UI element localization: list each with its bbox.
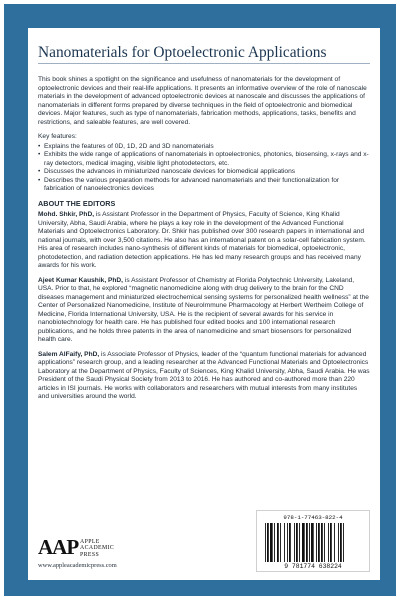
isbn-number: 978-1-77463-822-4	[283, 514, 343, 521]
title-divider	[38, 63, 370, 64]
feature-item: • Explains the features of 0D, 1D, 2D and 3D nanomaterials	[38, 143, 370, 152]
publisher-logo	[38, 536, 138, 558]
barcode-icon	[265, 523, 363, 563]
publisher-website: www.appleacademicpress.com	[38, 562, 117, 569]
publisher-name-line: PRESS	[80, 551, 100, 558]
editor-bio	[38, 351, 370, 402]
editor-bio	[38, 277, 370, 345]
aap-logo-mark: AAP	[38, 535, 79, 559]
cover-footer	[38, 504, 370, 574]
feature-item: • Exhibits the wide range of applications of nanomaterials in optoelectronics, photonics, biosensing, x-rays and x-ray detectors, medical imaging, visible light photodetectors, etc.	[38, 151, 370, 168]
isbn-barcode	[256, 510, 370, 572]
editor-bio-text: is Associate Professor of Physics, leader of the “quantum functional materials for advanced applications” research group, and a leading researcher at the Advanced Functional Materials and Optoelectronics Laboratory at the Department of Physics, Faculty of Sciences, King Khalid University, Abha, Saudi Arabia. He was President of the Saudi Physical Society from 2013 to 2016. He has authored and co-authored more than 220 articles in ISI journals. He works with collaborators and researchers with mutual interests from many institutes and universities around the world.	[38, 350, 370, 400]
editor-bio	[38, 211, 370, 271]
about-editors-heading: ABOUT THE EDITORS	[38, 198, 116, 208]
cover-panel	[28, 28, 380, 580]
key-features-list	[38, 143, 370, 194]
editor-name: Ajeet Kumar Kaushik, PhD,	[38, 276, 124, 284]
key-features-heading: Key features:	[38, 133, 77, 140]
isbn-barcode-digits: 9 781774 638224	[257, 562, 369, 570]
editor-bio-text: is Assistant Professor in the Department of Physics, Faculty of Science, King Khalid University, Abha, Saudi Arabia, where he plays a key role in the development of the Advanced Functional Materials and Optoelectronics Laboratory. Dr. Shkir has published over 300 research papers in international and national journals, with over 3,500 citations. He also has an international patent on a solar-cell fabrication system. His area of research includes nano-synthesis of different kinds of materials for biomedical, optoelectronic, photodetection, and radiation detection applications. He has led many research groups and has received many awards for his work.	[38, 211, 366, 269]
publisher-name-line: ACADEMIC	[80, 545, 115, 552]
editor-bio-text: is Assistant Professor of Chemistry at Florida Polytechnic University, Lakeland, USA. Prior to that, he explored “magnetic nanomedicine along with drug delivery to the brain for the CND diseases management and miniaturized electrochemical sensing systems for personalized health wellness” at the Center of Personalized Nanomedicine, Institute of NeuroImmune Pharmacology at Herbert Wertheim College of Medicine, Florida International University, USA. He is the recipient of several awards for his service in nanobiotechnology for health care. He has published four edited books and 100 international research publications, and he holds three patents in the area of nanomedicine and smart biosensors for personalized health care.	[38, 276, 369, 343]
editor-name: Salem AlFaify, PhD,	[38, 350, 100, 358]
back-cover-content	[38, 76, 370, 408]
book-title: Nanomaterials for Optoelectronic Applications	[38, 44, 327, 61]
publisher-name-line: APPLE	[80, 539, 100, 545]
book-description: This book shines a spotlight on the significance and usefulness of nanomaterials for the development of optoelectronic devices and their real-life applications. It presents an informative overview of the role of nanoscale materials in the development of advanced optoelectronic devices at nanoscale and discusses the applications of nanomaterials in different forms prepared by diverse techniques in the field of optoelectronic and biomedical devices. Major features, such as type of nanomaterials, fabrication methods, applications, tasks, benefits and restrictions, and saleable features, are well covered.	[38, 76, 367, 126]
feature-item: • Discusses the advances in miniaturized nanoscale devices for biomedical applications	[38, 168, 370, 177]
cover-frame	[4, 4, 396, 596]
publisher-name	[80, 539, 114, 558]
feature-item: • Describes the various preparation methods for advanced nanomaterials and their functionalization for fabrication of nanoelectronics devices	[38, 177, 370, 194]
editor-name: Mohd. Shkir, PhD,	[38, 211, 95, 218]
